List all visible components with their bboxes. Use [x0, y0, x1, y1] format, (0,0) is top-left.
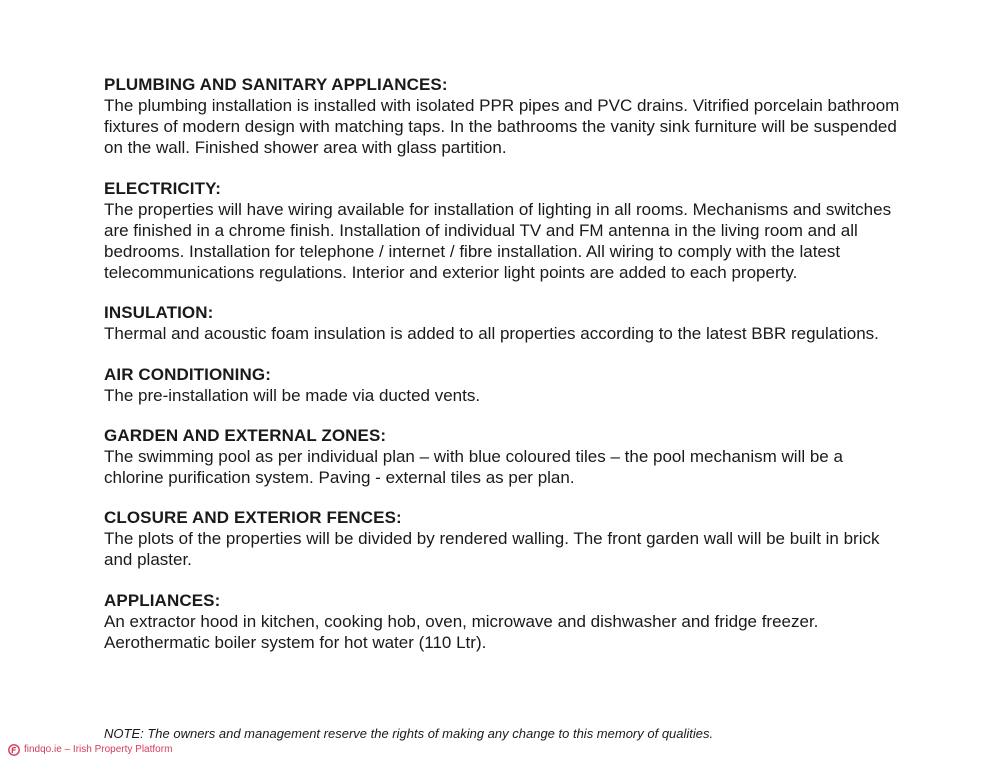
- findqo-logo-icon: [8, 744, 20, 756]
- section-heading: ELECTRICITY:: [104, 178, 222, 198]
- footnote: NOTE: The owners and management reserve the rights of making any change to this memory of qualities.: [104, 726, 714, 741]
- section-appliances: [104, 590, 904, 653]
- watermark-text: findqo.ie – Irish Property Platform: [24, 744, 173, 755]
- section-heading: CLOSURE AND EXTERIOR FENCES:: [104, 508, 402, 528]
- section-garden: [104, 425, 904, 488]
- section-text: An extractor hood in kitchen, cooking hob, oven, microwave and dishwasher and fridge freezer. Aerothermatic boiler system for hot water (110 Ltr).: [104, 611, 819, 652]
- section-text: The plots of the properties will be divided by rendered walling. The front garden wall will be built in brick and plaster.: [104, 529, 880, 570]
- section-heading: GARDEN AND EXTERNAL ZONES:: [104, 425, 387, 445]
- qualities-content: [104, 74, 904, 672]
- watermark[interactable]: [8, 743, 172, 757]
- section-heading: AIR CONDITIONING:: [104, 364, 271, 384]
- section-plumbing: [104, 74, 904, 159]
- section-text: The pre-installation will be made via ducted vents.: [104, 385, 481, 405]
- section-fences: [104, 507, 904, 570]
- section-insulation: [104, 302, 904, 344]
- section-text: The swimming pool as per individual plan – with blue coloured tiles – the pool mechanism will be a chlorine purification system. Paving - external tiles as per plan.: [104, 446, 843, 488]
- section-electricity: [104, 178, 904, 284]
- section-text: The properties will have wiring available for installation of lighting in all rooms. Mechanisms and switches are finished in a chrome finish. Installation of individual TV and FM antenna in the living room and all bedrooms. Installation for telephone / internet / fibre installation. All wiring to comply with the latest telecommunications regulations. Interior and exterior light points are added to each property.: [104, 199, 892, 283]
- section-text: Thermal and acoustic foam insulation is added to all properties according to the latest BBR regulations.: [104, 324, 879, 344]
- section-text: The plumbing installation is installed with isolated PPR pipes and PVC drains. Vitrified porcelain bathroom fixtures of modern design with matching taps. In the bathrooms the vanity sink furniture will be suspended on the wall. Finished shower area with glass partition.: [104, 96, 900, 158]
- section-air-conditioning: [104, 364, 904, 406]
- section-heading: PLUMBING AND SANITARY APPLIANCES:: [104, 75, 448, 94]
- section-heading: INSULATION:: [104, 303, 214, 323]
- section-heading: APPLIANCES:: [104, 590, 221, 610]
